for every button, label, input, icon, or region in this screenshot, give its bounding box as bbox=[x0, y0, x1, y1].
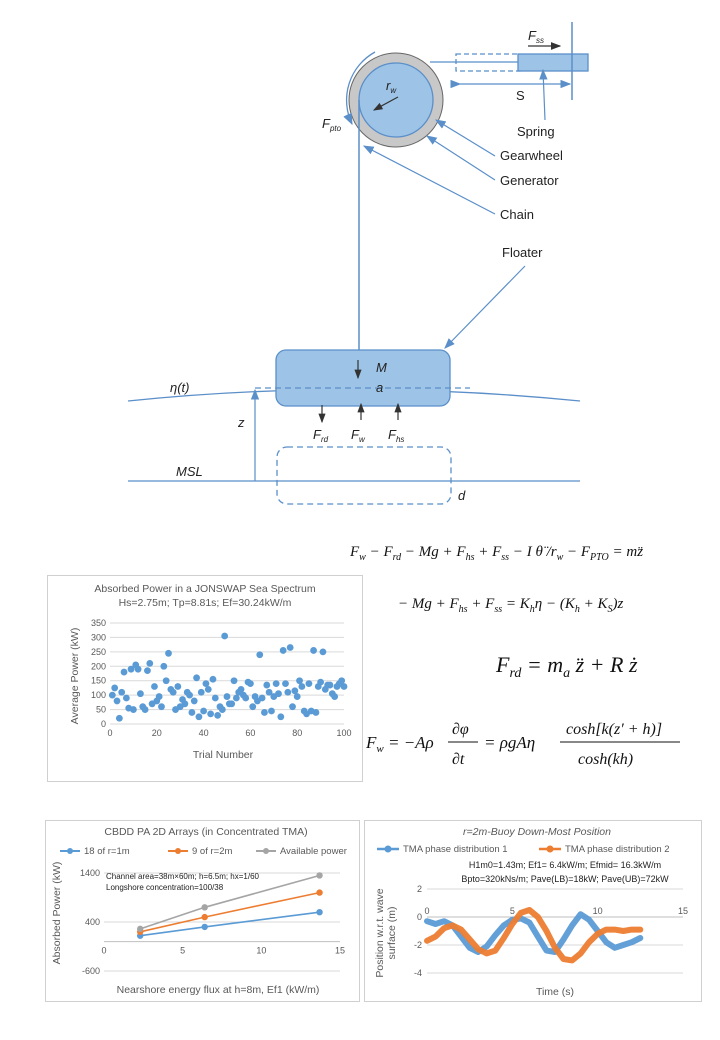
chart1-point bbox=[156, 693, 163, 700]
scatter-chart-frame bbox=[47, 575, 363, 782]
gearwheel-pointer bbox=[436, 120, 495, 156]
chart1-xtick: 60 bbox=[245, 728, 256, 738]
chart1-point bbox=[151, 683, 158, 690]
chart1-point bbox=[261, 709, 268, 716]
chart2-xtick: 5 bbox=[180, 945, 186, 956]
chart1-point bbox=[219, 706, 226, 713]
chart1-ytick: 50 bbox=[95, 704, 106, 715]
chart1-point bbox=[111, 685, 118, 692]
chart1-point bbox=[158, 703, 165, 710]
chart2-point bbox=[201, 924, 207, 930]
chart1-point bbox=[306, 680, 313, 687]
chart3-ytick: -2 bbox=[413, 940, 422, 950]
chart3-legend-label: TMA phase distribution 1 bbox=[403, 844, 508, 855]
chart1-point bbox=[298, 683, 305, 690]
chart1-point bbox=[135, 666, 142, 673]
fw-label: $F_w$ bbox=[351, 427, 365, 444]
chart1-xtick: 80 bbox=[292, 728, 303, 738]
chart1-point bbox=[205, 686, 212, 693]
s-label: S bbox=[516, 88, 525, 103]
chart1-point bbox=[207, 711, 214, 718]
spring-block bbox=[518, 54, 588, 71]
floater-label: Floater bbox=[502, 245, 543, 260]
chart3-xtick: 15 bbox=[677, 906, 689, 916]
chart1-point bbox=[114, 698, 121, 705]
equation-2: − $Mg + F_{hs} + F_{ss} = K_h\eta - (K_h + K_S)z$ bbox=[398, 596, 624, 615]
chart3-ytick: 2 bbox=[416, 884, 422, 894]
chart3-legend-label: TMA phase distribution 2 bbox=[565, 844, 670, 855]
chart1-point bbox=[200, 708, 207, 715]
chart2-annotation-1: Channel area=38m×60m; h=6.5m; hx=1/60 bbox=[106, 872, 259, 881]
chart1-point bbox=[142, 706, 149, 713]
chart1-points bbox=[109, 633, 347, 722]
chart1-point bbox=[249, 703, 256, 710]
buoy-position-chart bbox=[365, 821, 701, 1001]
chart1-point bbox=[273, 680, 280, 687]
chart2-series-line bbox=[140, 893, 319, 932]
chart2-legend-label: 18 of r=1m bbox=[84, 846, 130, 857]
chart1-point bbox=[189, 709, 196, 716]
chart1-point bbox=[196, 713, 203, 720]
chart2-title: CBDD PA 2D Arrays (in Concentrated TMA) bbox=[104, 826, 308, 838]
chart3-legend-marker bbox=[547, 846, 554, 853]
chart1-ytick: 150 bbox=[90, 675, 106, 686]
chart2-ytick: 400 bbox=[84, 917, 100, 927]
chart1-point bbox=[313, 709, 320, 716]
chart1-point bbox=[231, 677, 238, 684]
chart1-point bbox=[320, 648, 327, 655]
chart1-point bbox=[198, 689, 205, 696]
chart2-ylabel: Absorbed Power (kW) bbox=[51, 861, 63, 965]
svg-text:cosh(kh): cosh(kh) bbox=[578, 751, 634, 768]
spring-label: Spring bbox=[517, 124, 555, 139]
chart1-point bbox=[130, 706, 137, 713]
chart1-point bbox=[327, 682, 334, 689]
chart1-ytick: 200 bbox=[90, 661, 106, 672]
chart1-point bbox=[275, 690, 282, 697]
chart3-ytick: 0 bbox=[416, 912, 422, 922]
chart2-ytick: 1400 bbox=[79, 868, 100, 878]
chart3-series bbox=[427, 910, 640, 960]
chart2-point bbox=[137, 926, 143, 932]
chart1-point bbox=[287, 644, 294, 651]
chart1-ylabel: Average Power (kW) bbox=[69, 627, 81, 725]
svg-text:∂φ: ∂φ bbox=[452, 721, 469, 738]
chart1-title: Absorbed Power in a JONSWAP Sea Spectrum bbox=[94, 583, 316, 595]
eta-label: η(t) bbox=[170, 380, 190, 395]
chart2-ytick: -600 bbox=[81, 966, 100, 976]
chart2-xlabel: Nearshore energy flux at h=8m, Ef1 (kW/m) bbox=[116, 984, 320, 996]
chart1-point bbox=[186, 692, 193, 699]
chart1-point bbox=[242, 695, 249, 702]
chart2-legend bbox=[60, 846, 347, 857]
chart1-xtick: 20 bbox=[151, 728, 162, 738]
chart1-ytick: 100 bbox=[90, 690, 106, 701]
chart2-point bbox=[201, 914, 207, 920]
svg-text:cosh[k(z′ + h)]: cosh[k(z′ + h)] bbox=[566, 721, 663, 738]
chart2-xtick: 10 bbox=[256, 945, 267, 956]
cbdd-arrays-chart bbox=[46, 821, 359, 1001]
chart1-point bbox=[181, 700, 188, 707]
chart1-point bbox=[144, 667, 151, 674]
generator-pointer bbox=[427, 136, 495, 180]
chart3-subtitle-2: Bpto=320kNs/m; Pave(LB)=18kW; Pave(UB)=72kW bbox=[461, 874, 669, 884]
absorbed-power-scatter-chart bbox=[48, 576, 362, 781]
generator bbox=[359, 63, 433, 137]
chart1-point bbox=[118, 689, 125, 696]
chain-label: Chain bbox=[500, 207, 534, 222]
chart1-point bbox=[247, 680, 254, 687]
chart2-legend-marker bbox=[67, 848, 73, 854]
chart1-point bbox=[263, 682, 270, 689]
chart1-point bbox=[224, 693, 231, 700]
chart1-point bbox=[282, 680, 289, 687]
chart1-ytick: 350 bbox=[90, 618, 106, 628]
chart1-point bbox=[123, 695, 130, 702]
chart1-point bbox=[137, 690, 144, 697]
chart3-legend bbox=[377, 844, 670, 855]
svg-text:= ρgAη: = ρgAη bbox=[484, 733, 536, 752]
chart1-point bbox=[259, 695, 266, 702]
chart1-point bbox=[121, 669, 128, 676]
floater-rest-outline bbox=[277, 447, 451, 504]
fss-label: $F_{ss}$ bbox=[528, 28, 544, 45]
chart1-point bbox=[256, 651, 263, 658]
chart2-legend-marker bbox=[175, 848, 181, 854]
chart2-point bbox=[201, 904, 207, 910]
chart2-xtick: 0 bbox=[101, 945, 107, 956]
rw-label: $r_w$ bbox=[386, 78, 397, 95]
chart2-legend-marker bbox=[263, 848, 269, 854]
chart3-legend-marker bbox=[385, 846, 392, 853]
chart2-legend-label: 9 of r=2m bbox=[192, 846, 233, 857]
frd-label: $F_{rd}$ bbox=[313, 427, 329, 444]
spring-pointer bbox=[543, 70, 545, 120]
chart3-xtick: 10 bbox=[592, 906, 603, 916]
chart1-point bbox=[160, 663, 167, 670]
a-label: a bbox=[376, 380, 384, 395]
m-label: M bbox=[376, 360, 387, 375]
equation-4 bbox=[365, 721, 680, 768]
chart1-xtick: 40 bbox=[198, 728, 209, 738]
svg-text:Fw = −Aρ: $F_w = -A\rho$ bbox=[366, 733, 434, 755]
svg-text:Position w.r.t. wave: Position w.r.t. wave bbox=[374, 888, 386, 978]
chart1-point bbox=[165, 650, 172, 657]
chart1-subtitle: Hs=2.75m; Tp=8.81s; Ef=30.24kW/m bbox=[118, 597, 292, 609]
chart1-point bbox=[289, 703, 296, 710]
chart2-point bbox=[316, 872, 322, 878]
chart2-legend-label: Available power bbox=[280, 846, 347, 857]
fhs-label: $F_{hs}$ bbox=[388, 427, 405, 444]
chart1-point bbox=[191, 698, 198, 705]
chart3-title: r=2m-Buoy Down-Most Position bbox=[463, 826, 611, 838]
chart1-point bbox=[146, 660, 153, 667]
chart1-point bbox=[210, 676, 217, 683]
chart3-series-line bbox=[427, 914, 640, 952]
cbdd-chart-frame bbox=[45, 820, 360, 1002]
chart2-annotation-2: Longshore concentration=100/38 bbox=[106, 883, 224, 892]
chart1-xtick: 0 bbox=[107, 728, 113, 738]
floater-pointer bbox=[445, 266, 525, 348]
chart1-point bbox=[331, 693, 338, 700]
chart1-ytick: 300 bbox=[90, 632, 106, 643]
chart1-point bbox=[277, 713, 284, 720]
chart3-xtick: 0 bbox=[424, 906, 430, 916]
generator-label: Generator bbox=[500, 173, 559, 188]
chart1-point bbox=[109, 692, 116, 699]
chart1-point bbox=[116, 715, 123, 722]
chart3-ylabel bbox=[374, 888, 398, 977]
chart2-point bbox=[316, 889, 322, 895]
chart3-xlabel: Time (s) bbox=[535, 986, 575, 998]
chart1-point bbox=[284, 689, 291, 696]
d-label: d bbox=[458, 488, 466, 503]
msl-label: MSL bbox=[176, 464, 203, 479]
chart1-point bbox=[193, 674, 200, 681]
chart1-point bbox=[294, 693, 301, 700]
chart1-point bbox=[310, 647, 317, 654]
chart2-point bbox=[316, 909, 322, 915]
chain-pointer bbox=[364, 146, 495, 214]
chart1-point bbox=[214, 712, 221, 719]
floater-body bbox=[276, 350, 450, 406]
fpto-label: $F_{pto}$ bbox=[322, 116, 342, 133]
equation-3: $F_{rd} = m_a$ z̈ + R ż bbox=[496, 652, 638, 681]
chart1-ytick: 250 bbox=[90, 646, 106, 657]
chart1-xtick: 100 bbox=[336, 728, 352, 738]
chart1-point bbox=[163, 677, 170, 684]
chart1-point bbox=[268, 708, 275, 715]
svg-text:∂t: ∂t bbox=[452, 751, 465, 768]
svg-text:surface (m): surface (m) bbox=[386, 906, 398, 960]
chart1-point bbox=[280, 647, 287, 654]
equation-1: $F_w - F_{rd} - Mg + F_{hs} + F_{ss} - I$ θ̈ $/r_w - F_{PTO}$ = mz̈ bbox=[350, 544, 644, 563]
gearwheel-label: Gearwheel bbox=[500, 148, 563, 163]
buoy-chart-frame bbox=[364, 820, 702, 1002]
chart1-xlabel: Trial Number bbox=[192, 749, 254, 761]
chart2-series-line bbox=[140, 912, 319, 936]
z-label: z bbox=[238, 415, 245, 430]
chart1-point bbox=[228, 700, 235, 707]
chart1-ytick: 0 bbox=[100, 719, 106, 729]
chart3-subtitle-1: H1m0=1.43m; Ef1= 6.4kW/m; Efmid= 16.3kW/m bbox=[468, 860, 662, 870]
chart1-point bbox=[174, 683, 181, 690]
chart1-point bbox=[317, 679, 324, 686]
chart1-point bbox=[212, 695, 219, 702]
chart1-point bbox=[221, 633, 228, 640]
chart1-ticks bbox=[91, 618, 352, 738]
chart2-xtick: 15 bbox=[334, 945, 346, 956]
chart3-ytick: -4 bbox=[413, 968, 422, 978]
chart1-point bbox=[341, 683, 348, 690]
chart1-point bbox=[170, 689, 177, 696]
chart3-xtick: 5 bbox=[509, 906, 515, 916]
